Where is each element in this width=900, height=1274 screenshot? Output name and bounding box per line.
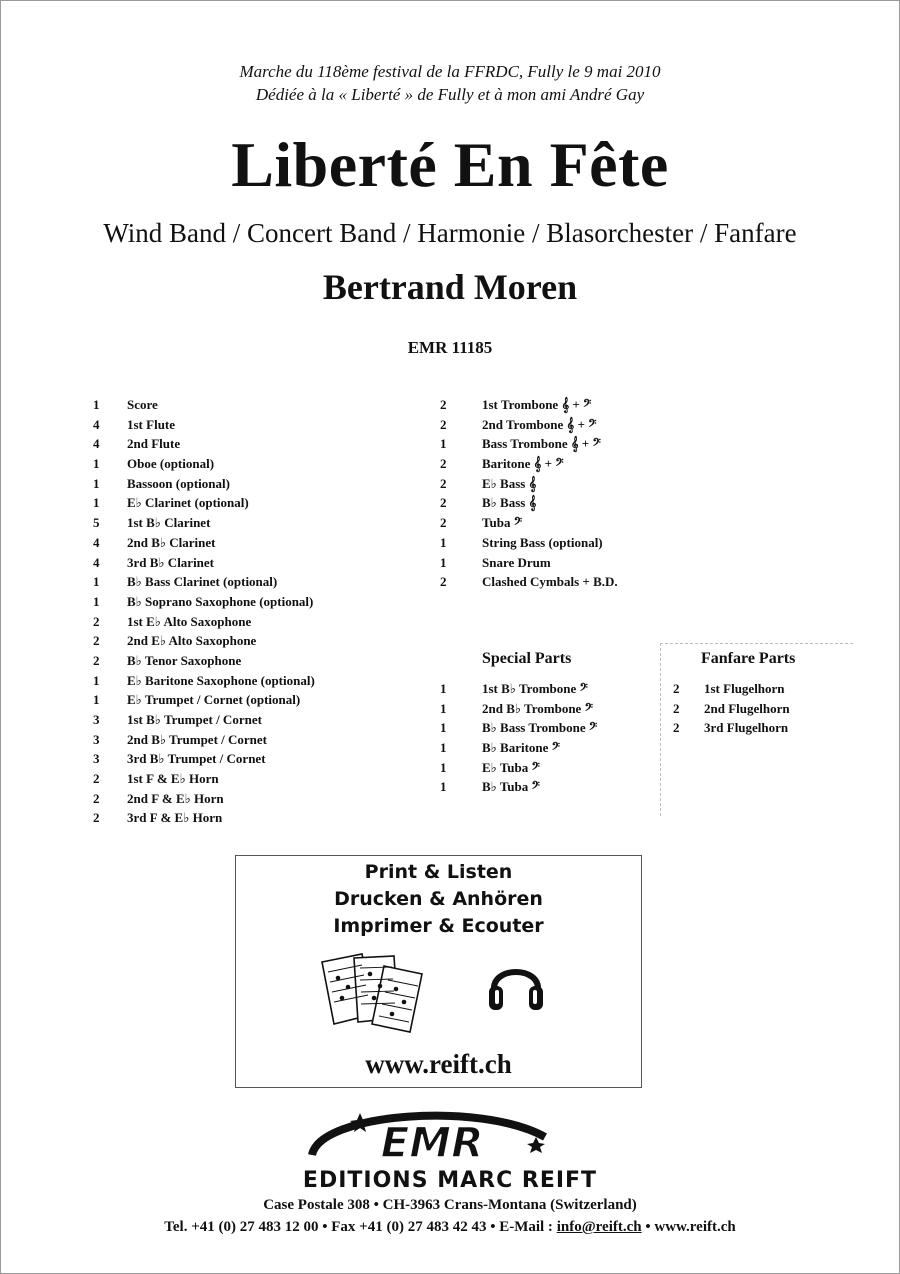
part-name: E♭ Bass 𝄞 xyxy=(482,475,537,491)
special-parts-heading: Special Parts xyxy=(482,650,572,667)
part-name: 1st B♭ Trombone 𝄢 xyxy=(482,681,588,696)
part-quantity: 2 xyxy=(673,681,680,696)
part-name: B♭ Bass 𝄞 xyxy=(482,495,537,511)
publisher-name: EDITIONS MARC REIFT xyxy=(302,1168,598,1193)
part-quantity: 2 xyxy=(440,515,447,531)
part-quantity: 1 xyxy=(440,759,447,775)
part-name: Bass Trombone 𝄞 + 𝄢 xyxy=(482,436,601,452)
part-name: Tuba 𝄢 xyxy=(482,515,523,531)
part-quantity: 4 xyxy=(93,436,100,452)
composer-name: Bertrand Moren xyxy=(322,267,578,307)
part-name: 1st F & E♭ Horn xyxy=(127,771,219,787)
part-quantity: 4 xyxy=(93,554,100,570)
part-name: B♭ Bass Trombone 𝄢 xyxy=(482,720,598,736)
piece-title: Liberté En Fête xyxy=(231,129,669,200)
part-name: Baritone 𝄞 + 𝄢 xyxy=(482,456,564,472)
part-name: 3rd Flugelhorn xyxy=(704,720,789,736)
part-quantity: 1 xyxy=(93,692,100,708)
part-name: B♭ Bass Clarinet (optional) xyxy=(127,574,278,590)
part-name: Snare Drum xyxy=(482,554,551,570)
part-name: 2nd F & E♭ Horn xyxy=(127,790,224,806)
part-quantity: 1 xyxy=(440,554,447,570)
part-quantity: 3 xyxy=(93,731,100,747)
sheet-music-icon xyxy=(318,952,430,1034)
part-name: 2nd B♭ Clarinet xyxy=(127,534,216,550)
fanfare-parts-heading: Fanfare Parts xyxy=(701,650,796,667)
part-name: E♭ Clarinet (optional) xyxy=(127,495,249,511)
part-quantity: 1 xyxy=(440,720,447,736)
part-quantity: 2 xyxy=(93,810,100,826)
part-name: B♭ Soprano Saxophone (optional) xyxy=(127,593,314,609)
part-quantity: 2 xyxy=(440,456,447,472)
part-name: 2nd E♭ Alto Saxophone xyxy=(127,633,257,649)
part-name: 2nd Trombone 𝄞 + 𝄢 xyxy=(482,416,597,432)
part-quantity: 1 xyxy=(440,436,447,452)
part-quantity: 4 xyxy=(93,416,100,432)
part-quantity: 1 xyxy=(440,681,447,696)
part-name: String Bass (optional) xyxy=(482,534,603,550)
promo-line-print-listen: Print & Listen xyxy=(364,861,513,883)
part-quantity: 2 xyxy=(440,475,447,491)
part-name: Clashed Cymbals + B.D. xyxy=(482,574,618,590)
part-quantity: 1 xyxy=(93,672,100,688)
part-name: B♭ Tuba 𝄢 xyxy=(482,779,540,795)
print-listen-box xyxy=(235,855,642,1088)
part-name: 1st B♭ Trumpet / Cornet xyxy=(127,712,262,727)
emr-logo xyxy=(300,1105,560,1167)
part-quantity: 2 xyxy=(93,790,100,806)
part-quantity: 1 xyxy=(93,397,100,412)
svg-text:EMR: EMR xyxy=(380,1118,484,1167)
part-name: E♭ Tuba 𝄢 xyxy=(482,759,540,775)
part-quantity: 1 xyxy=(440,534,447,550)
part-quantity: 2 xyxy=(440,495,447,511)
part-name: B♭ Baritone 𝄢 xyxy=(482,740,561,756)
publisher-contact xyxy=(0,1219,900,1236)
part-name: 3rd B♭ Trumpet / Cornet xyxy=(127,751,266,767)
part-quantity: 1 xyxy=(93,574,100,590)
contact-website: • www.reift.ch xyxy=(641,1219,736,1235)
part-quantity: 3 xyxy=(93,712,100,727)
part-quantity: 2 xyxy=(673,700,680,716)
dedication-line-1: Marche du 118ème festival de la FFRDC, Fully le 9 mai 2010 xyxy=(239,62,661,81)
part-quantity: 2 xyxy=(93,633,100,649)
dedication-line-2: Dédiée à la « Liberté » de Fully et à mon ami André Gay xyxy=(255,85,645,104)
part-name: Score xyxy=(127,397,158,412)
headphones-icon xyxy=(486,954,546,1016)
part-quantity: 4 xyxy=(93,534,100,550)
part-name: E♭ Trumpet / Cornet (optional) xyxy=(127,692,301,708)
part-name: 3rd F & E♭ Horn xyxy=(127,810,223,826)
part-name: 1st E♭ Alto Saxophone xyxy=(127,613,252,629)
email-link[interactable]: info@reift.ch xyxy=(556,1219,642,1235)
part-quantity: 1 xyxy=(440,779,447,795)
part-name: 2nd B♭ Trombone 𝄢 xyxy=(482,700,593,716)
part-name: E♭ Baritone Saxophone (optional) xyxy=(127,672,315,688)
part-name: 3rd B♭ Clarinet xyxy=(127,554,215,570)
publisher-address: Case Postale 308 • CH-3963 Crans-Montana (Switzerland) xyxy=(263,1197,637,1213)
part-name: 1st B♭ Clarinet xyxy=(127,515,211,531)
part-quantity: 1 xyxy=(93,456,100,472)
part-name: 2nd Flugelhorn xyxy=(704,700,790,716)
catalog-number: EMR 11185 xyxy=(407,338,493,357)
part-quantity: 1 xyxy=(93,475,100,491)
part-quantity: 5 xyxy=(93,515,100,531)
part-name: Bassoon (optional) xyxy=(127,475,230,491)
part-quantity: 1 xyxy=(93,593,100,609)
part-quantity: 3 xyxy=(93,751,100,767)
promo-website-link[interactable]: www.reift.ch xyxy=(365,1049,512,1079)
part-name: 1st Flugelhorn xyxy=(704,681,785,696)
part-name: 2nd Flute xyxy=(127,436,181,452)
instrumentation-subtitle: Wind Band / Concert Band / Harmonie / Blasorchester / Fanfare xyxy=(103,218,797,248)
promo-line-drucken: Drucken & Anhören xyxy=(334,888,543,910)
part-quantity: 1 xyxy=(440,700,447,716)
part-quantity: 1 xyxy=(440,740,447,756)
part-quantity: 2 xyxy=(93,613,100,629)
promo-line-imprimer: Imprimer & Ecouter xyxy=(333,915,544,937)
contact-phone-fax: Tel. +41 (0) 27 483 12 00 • Fax +41 (0) 27 483 42 43 • E-Mail : xyxy=(164,1219,557,1235)
part-quantity: 2 xyxy=(673,720,680,736)
part-name: B♭ Tenor Saxophone xyxy=(127,652,242,668)
part-quantity: 2 xyxy=(93,771,100,787)
part-quantity: 1 xyxy=(93,495,100,511)
part-name: Oboe (optional) xyxy=(127,456,215,472)
part-name: 2nd B♭ Trumpet / Cornet xyxy=(127,731,267,747)
part-name: 1st Flute xyxy=(127,416,176,432)
part-quantity: 2 xyxy=(440,397,447,412)
part-quantity: 2 xyxy=(93,652,100,668)
part-quantity: 2 xyxy=(440,574,447,590)
part-name: 1st Trombone 𝄞 + 𝄢 xyxy=(482,397,592,412)
part-quantity: 2 xyxy=(440,416,447,432)
